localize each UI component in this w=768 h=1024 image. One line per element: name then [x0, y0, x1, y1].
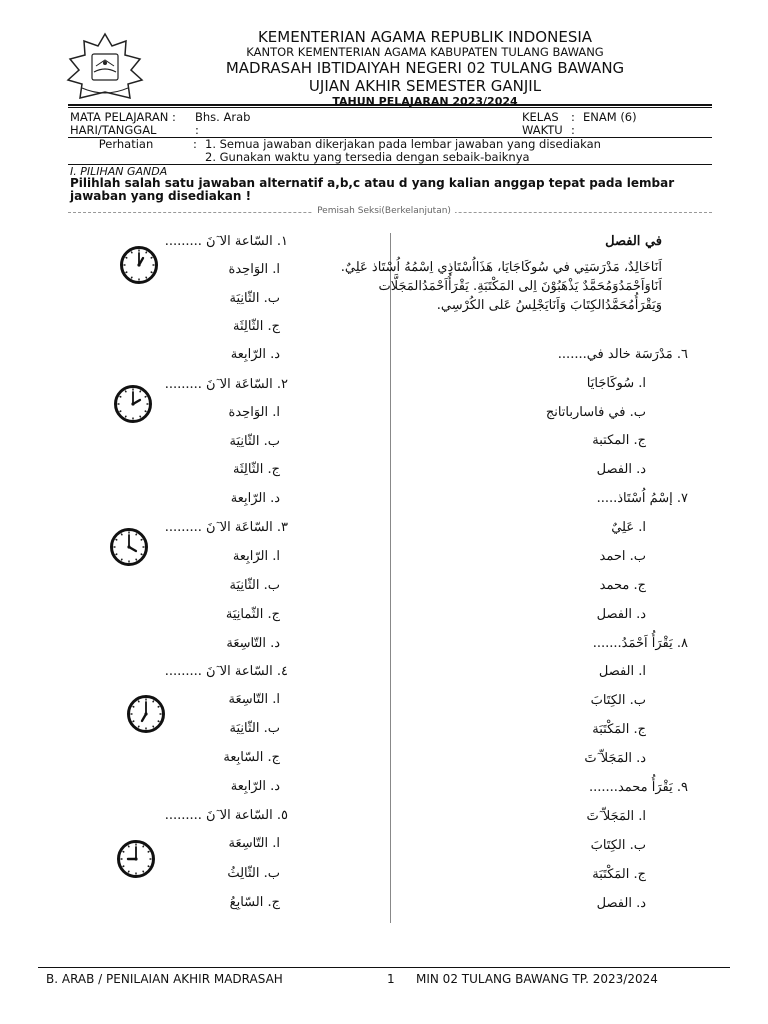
q8-option-a: ا. الفصل [598, 664, 646, 679]
clock-q3-icon [109, 527, 149, 567]
passage-title: في الفصل [605, 234, 662, 249]
q2-option-a: ا. الوَاحِدة [228, 405, 280, 420]
q9-option-a: ا. المَجَلاّ ٓتَ [586, 809, 646, 824]
q4-option-a: ا. التّاسِعَة [228, 692, 280, 707]
ministry-name: KEMENTERIAN AGAMA REPUBLIK INDONESIA [257, 28, 593, 46]
q3-option-a: ا. الرّابِعة [232, 549, 280, 564]
question-9: ٩. يَقْرَأُ محمد....... [589, 780, 688, 795]
question-8: ٨. يَقْرَأُ اَحْمَدُ....... [592, 636, 688, 651]
q2-option-d: د. الرّابِعة [230, 491, 280, 506]
letterhead [160, 28, 690, 108]
q9-option-d: د. الفصل [596, 896, 646, 911]
question-2: ٢. السّاعَة الا ٓنَ ......... [164, 377, 288, 392]
footer-page-number: 1 [387, 972, 395, 986]
class-colon: : [571, 110, 575, 124]
footer-rule [38, 967, 730, 968]
section-separator-label: Pemisah Seksi(Berkelanjutan) [313, 206, 455, 216]
question-5: ٥. السّاعة الا ٓنَ ......... [164, 808, 288, 823]
q6-option-b: ب. في فاسارباتانج [545, 405, 646, 420]
office-name: KANTOR KEMENTERIAN AGAMA KABUPATEN TULANG BAWANG [246, 45, 604, 59]
date-label: HARI/TANGGAL [70, 123, 157, 137]
q1-option-d: د. الرّابِعة [230, 347, 280, 362]
q4-option-d: د. الرّابِعة [230, 779, 280, 794]
footer-left: B. ARAB / PENILAIAN AKHIR MADRASAH [46, 972, 283, 986]
note-label: Perhatian [98, 137, 154, 151]
q2-option-b: ب. الثّانِيَة [229, 434, 280, 449]
q6-option-d: د. الفصل [596, 462, 646, 477]
q9-option-c: ج. المَكْتَبَة [592, 867, 646, 882]
q4-option-b: ب. الثّانِيَة [229, 721, 280, 736]
time-label: WAKTU [522, 123, 563, 137]
date-colon: : [195, 123, 199, 137]
q6-option-c: ج. المكتبة [592, 433, 646, 448]
time-colon: : [571, 123, 575, 137]
q9-option-b: ب. الكِتَابَ [590, 838, 646, 853]
q1-option-a: ا. الوَاحِدة [228, 262, 280, 277]
q7-option-d: د. الفصل [596, 607, 646, 622]
q7-option-c: ج. محمد [599, 578, 646, 593]
question-7: ٧. إسْمُ اُسْتَاذ..... [596, 491, 688, 506]
q2-option-c: ج. الثّالِثَة [233, 462, 280, 477]
letterhead-rule [68, 104, 712, 106]
question-6: ٦. مَدْرَسَة خالد في....... [557, 347, 688, 362]
q7-option-a: ا. عَلِيٌ [611, 520, 646, 535]
q3-option-d: د. التّاسِعَة [226, 636, 280, 651]
exam-name: UJIAN AKHIR SEMESTER GANJIL [308, 77, 542, 95]
footer-right: MIN 02 TULANG BAWANG TP. 2023/2024 [416, 972, 658, 986]
reading-passage: اَنَاخَالِدٌ، مَدْرَسَتِي في سُوكَاجَايَا، هَذَااُسْتَاذِي اِسْمُهُ اُسْتَاذ عَلِيٌ. اَنَاوَاَحْمَدُوَمُحَمَّدٌ يَذْهَبُوْنَ اِلى المَكْتَبَةِ. يَقْرَأُاَحْمَدُالمَجَلَّات وَيَقْرَأُمُحَمَّدُالكِتَابَ وَاَنَايَجْلِسُ عَلى الكُرْسِي. [340, 260, 662, 313]
q3-option-b: ب. الثّانِيَة [229, 578, 280, 593]
column-divider [390, 233, 391, 923]
question-3: ٣. السّاعَة الا ٓنَ ......... [164, 520, 288, 535]
subject-value: Bhs. Arab [195, 110, 251, 124]
clock-q2-icon [113, 384, 153, 424]
q8-option-b: ب. الكِتَابَ [590, 693, 646, 708]
q7-option-b: ب. احمد [599, 549, 646, 564]
kemenag-logo-icon [62, 32, 148, 102]
class-label: KELAS [522, 110, 559, 124]
q4-option-c: ج. السّابِعة [223, 750, 280, 765]
q5-option-c: ج. السّابِعُ [229, 895, 280, 910]
note-2: 2. Gunakan waktu yang tersedia dengan sebaik-baiknya [205, 150, 530, 164]
question-1: ١. السّاعة الا ٓنَ ......... [164, 234, 288, 249]
q8-option-d: د. المَجَلاّ ٓتَ [584, 751, 646, 766]
class-value: ENAM (6) [583, 110, 637, 124]
academic-year: TAHUN PELAJARAN 2023/2024 [332, 95, 518, 108]
clock-q1-icon [119, 245, 159, 285]
school-name: MADRASAH IBTIDAIYAH NEGERI 02 TULANG BAWANG [225, 59, 625, 77]
letterhead-rule-thin [68, 107, 712, 108]
note-1: 1. Semua jawaban dikerjakan pada lembar jawaban yang disediakan [205, 137, 601, 151]
q8-option-c: ج. المَكْتَبَة [592, 722, 646, 737]
q5-option-a: ا. التّاسِعَة [228, 836, 280, 851]
section-instruction: Pilihlah salah satu jawaban alternatif a,b,c atau d yang kalian anggap tepat pada lembar jawaban yang disediakan ! [70, 176, 675, 203]
section-title: I. PILIHAN GANDA [70, 165, 168, 178]
subject-label: MATA PELAJARAN : [70, 110, 176, 124]
q5-option-b: ب. الثّالِثُ [227, 866, 280, 881]
clock-q5-icon [116, 839, 156, 879]
note-colon: : [193, 137, 197, 151]
q1-option-c: ج. الثّالِثَة [233, 319, 280, 334]
clock-q4-icon [126, 694, 166, 734]
question-4: ٤. السّاعة الا ٓنَ ......... [164, 664, 288, 679]
q6-option-a: ا. سُوكَاجَايَا [586, 376, 646, 391]
q3-option-c: ج. الثّمانِيَة [225, 607, 280, 622]
q1-option-b: ب. الثّانِيَة [229, 291, 280, 306]
